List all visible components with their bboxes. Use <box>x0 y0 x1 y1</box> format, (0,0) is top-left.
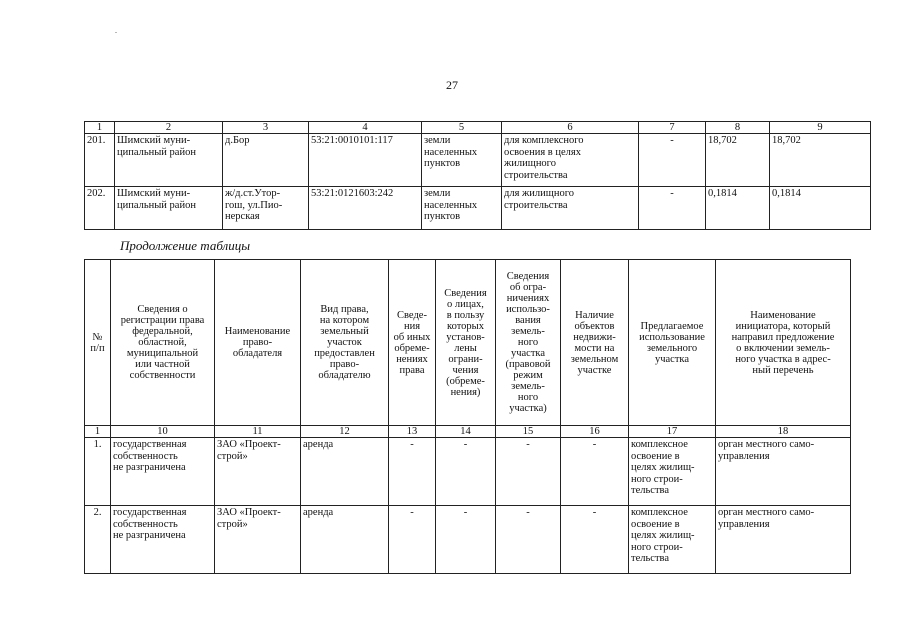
table-row <box>85 438 851 506</box>
header-row <box>85 260 851 426</box>
column-number: 16 <box>561 426 629 438</box>
table-row <box>85 187 871 230</box>
municipality-cell: Шимский муни- ципальный район <box>115 187 223 230</box>
row-number: 202. <box>85 187 115 230</box>
beneficiaries-cell: - <box>436 506 496 574</box>
column-number: 10 <box>111 426 215 438</box>
column-number: 9 <box>770 122 871 134</box>
header-cell: Сведения о регистрации права федеральной, областной, муниципальной или частной собственности <box>111 260 215 426</box>
permitted-use-cell: для жилищного строительства <box>502 187 639 230</box>
initiator-cell: орган местного само- управления <box>716 506 851 574</box>
cadastral-number-cell: 53:21:0010101:117 <box>309 134 422 187</box>
continuation-title: Продолжение таблицы <box>120 238 251 253</box>
column-number: 7 <box>639 122 706 134</box>
restrictions-cell: - <box>496 506 561 574</box>
column-number: 8 <box>706 122 770 134</box>
ownership-cell: государственная собственность не разграничена <box>111 506 215 574</box>
column7-cell: - <box>639 187 706 230</box>
area-cell: 0,1814 <box>770 187 871 230</box>
column-number: 6 <box>502 122 639 134</box>
ownership-cell: государственная собственность не разграничена <box>111 438 215 506</box>
column-number: 12 <box>301 426 389 438</box>
column-numbers-row <box>85 122 871 134</box>
area-cell: 18,702 <box>706 134 770 187</box>
location-cell: ж/д.ст.Утор- гош, ул.Пио- нерская <box>223 187 309 230</box>
right-type-cell: аренда <box>301 506 389 574</box>
row-number: 1. <box>85 438 111 506</box>
location-cell: д.Бор <box>223 134 309 187</box>
header-cell: Сведе- ния об иных обреме- нениях права <box>389 260 436 426</box>
column-number: 11 <box>215 426 301 438</box>
column-number: 1 <box>85 122 115 134</box>
column-number: 18 <box>716 426 851 438</box>
proposed-use-cell: комплексное освоение в целях жилищ- ного строи- тельства <box>629 438 716 506</box>
initiator-cell: орган местного само- управления <box>716 438 851 506</box>
header-cell: Наличие объектов недвижи- мости на земельном участке <box>561 260 629 426</box>
header-cell: Сведения об огра- ничениях использо- вания земель- ного участка (правовой режим земель- ного участка) <box>496 260 561 426</box>
rightholder-cell: ЗАО «Проект- строй» <box>215 438 301 506</box>
land-category-cell: земли населенных пунктов <box>422 187 502 230</box>
real-estate-cell: - <box>561 506 629 574</box>
page-number: 27 <box>446 78 458 92</box>
column-numbers-row <box>85 426 851 438</box>
column-number: 17 <box>629 426 716 438</box>
beneficiaries-cell: - <box>436 438 496 506</box>
column-number: 13 <box>389 426 436 438</box>
table-row <box>85 134 871 187</box>
area-cell: 18,702 <box>770 134 871 187</box>
scan-mark: . <box>115 26 117 35</box>
header-cell: № п/п <box>85 260 111 426</box>
right-type-cell: аренда <box>301 438 389 506</box>
header-cell: Предлагаемое использование земельного участка <box>629 260 716 426</box>
proposed-use-cell: комплексное освоение в целях жилищ- ного строи- тельства <box>629 506 716 574</box>
row-number: 201. <box>85 134 115 187</box>
column-number: 14 <box>436 426 496 438</box>
permitted-use-cell: для комплексного освоения в целях жилищного строительства <box>502 134 639 187</box>
encumbrance-cell: - <box>389 506 436 574</box>
column-number: 1 <box>85 426 111 438</box>
table-row <box>85 506 851 574</box>
real-estate-cell: - <box>561 438 629 506</box>
column-number: 2 <box>115 122 223 134</box>
column-number: 15 <box>496 426 561 438</box>
header-cell: Вид права, на котором земельный участок предоставлен право- обладателю <box>301 260 389 426</box>
rightholder-cell: ЗАО «Проект- строй» <box>215 506 301 574</box>
land-plots-table <box>84 121 871 230</box>
header-cell: Наименование право- обладателя <box>215 260 301 426</box>
land-category-cell: земли населенных пунктов <box>422 134 502 187</box>
header-cell: Наименование инициатора, который направил предложение о включении земель- ного участка в адрес- ный перечень <box>716 260 851 426</box>
restrictions-cell: - <box>496 438 561 506</box>
municipality-cell: Шимский муни- ципальный район <box>115 134 223 187</box>
column-number: 4 <box>309 122 422 134</box>
area-cell: 0,1814 <box>706 187 770 230</box>
land-plots-continuation-table <box>84 259 851 574</box>
column7-cell: - <box>639 134 706 187</box>
encumbrance-cell: - <box>389 438 436 506</box>
row-number: 2. <box>85 506 111 574</box>
column-number: 5 <box>422 122 502 134</box>
column-number: 3 <box>223 122 309 134</box>
header-cell: Сведения о лицах, в пользу которых установ- лены ограни- чения (обреме- нения) <box>436 260 496 426</box>
cadastral-number-cell: 53:21:0121603:242 <box>309 187 422 230</box>
